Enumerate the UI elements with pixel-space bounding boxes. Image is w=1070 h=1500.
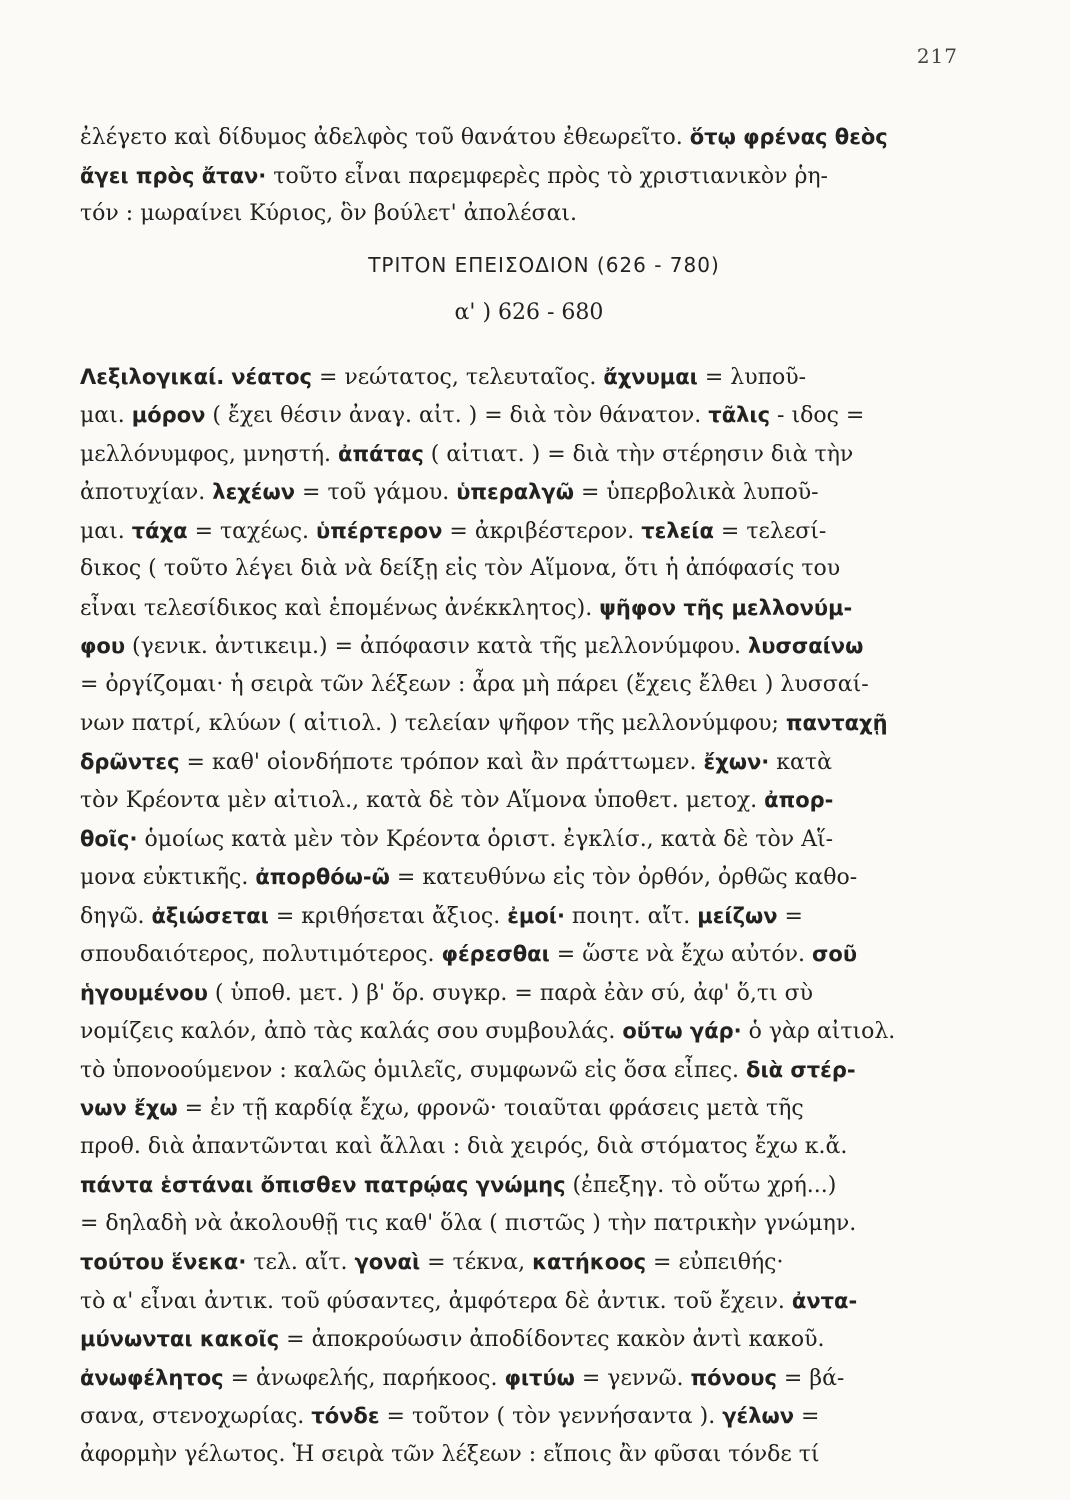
text-line [80,589,968,628]
lexicon-paragraph [80,358,968,1475]
text-line [80,1089,968,1128]
text-line [80,1282,968,1321]
text-line [80,1051,968,1090]
text-line [80,935,968,974]
text-line [80,1012,968,1051]
bold-term: ἀξιώσεται [151,903,269,928]
bold-term: φιτύω [504,1365,575,1390]
text-run: δηγῶ. [80,903,152,929]
page-text [80,118,968,1474]
bold-term: πόνους [690,1365,777,1390]
bold-term: τόνδε [311,1404,380,1428]
bold-term: ἄχνυμαι [603,364,698,389]
bold-term: διὰ στέρ- [746,1057,856,1082]
bold-term: ὑπεραλγῶ [456,480,574,504]
bold-term: τάχα [131,518,188,543]
bold-term: ἀπάτας [338,441,424,466]
bold-term: γοναὶ [354,1250,421,1274]
text-run: δικος ( τοῦτο λέγει διὰ νὰ δείξῃ εἰς τὸν Αἵμονα, ὅτι ἡ ἀπόφασίς του [80,556,841,581]
text-run: σανα, στενοχωρίας. [80,1404,312,1429]
text-line [80,743,968,782]
text-line [80,627,968,666]
bold-term: ἀπορθόω-ῶ [255,865,390,889]
text-line [80,1205,968,1244]
text-line [80,781,968,820]
text-run: ποιητ. αἴτ. [564,903,698,929]
text-run: τελ. αἴτ. [246,1250,355,1275]
text-run: = τέκνα, [420,1250,533,1275]
section-title: ΤΡΙΤΟΝ ΕΠΕΙΣΟΔΙΟΝ (626 - 780) [368,252,720,277]
text-run: = εὐπειθής· [646,1250,784,1275]
bold-term: ἡγουμένου [80,980,208,1005]
text-run: = γεννῶ. [574,1365,691,1391]
text-line [80,435,968,474]
text-run: ( ὑποθ. μετ. ) β' ὅρ. συγκρ. = παρὰ ἐὰν σύ, ἀφ' ὅ,τι σὺ [207,980,814,1006]
text-run: τὸν Κρέοντα μὲν αἰτιολ., κατὰ δὲ τὸν Αἵμονα ὑποθετ. μετοχ. [80,788,765,813]
text-run: = [777,903,803,929]
text-run: ἐλέγετο καὶ δίδυμος ἀδελφὸς τοῦ θανάτου ἐθεωρεῖτο. [80,125,690,150]
bold-term: λυσσαίνω [748,634,864,658]
text-run: νομίζεις καλόν, ἀπὸ τὰς καλάς σου συμβουλάς. [80,1019,623,1044]
text-run: = κριθήσεται ἄξιος. [268,903,508,929]
bold-term: ἀπορ- [764,788,834,812]
text-run: ἀποτυχίαν. [80,480,213,505]
text-line [80,704,968,743]
text-line [80,666,968,705]
bold-term: νέατος [231,364,312,389]
text-line [80,473,968,512]
text-line [80,1128,968,1167]
text-line [80,157,968,196]
bold-term: ἀντα- [791,1288,858,1313]
text-run: = τοῦτον ( τὸν γεννήσαντα ). [379,1404,723,1429]
text-run: = ταχέως. [187,518,317,544]
bold-term: ἐμοί· [507,903,565,928]
text-run: = ἀνωφελής, παρήκοος. [223,1365,505,1391]
text-run: - ιδος = [770,403,865,428]
bold-term: δρῶντες [80,749,180,774]
text-line [80,118,968,157]
bold-term: μείζων [697,903,778,928]
text-run: (γενικ. ἀντικειμ.) = ἀπόφασιν κατὰ τῆς μελλονύμφου. [125,634,749,659]
text-run: ( ἔχει θέσιν ἀναγ. αἰτ. ) = διὰ τὸν θάνατον. [205,403,709,428]
bold-term: λεχέων [212,480,296,504]
text-line [80,396,968,435]
text-line [80,195,968,234]
bold-term: ψῆφον τῆς μελλονύμ- [599,595,853,620]
text-line [80,820,968,859]
bold-term: τούτου ἕνεκα· [80,1250,247,1274]
text-run: τὸ ὑπονοούμενον : καλῶς ὁμιλεῖς, συμφωνῶ εἰς ὅσα εἶπες. [80,1057,747,1083]
text-line [80,1243,968,1282]
text-run: = [794,1404,820,1429]
bold-term: Λεξιλογικαί. [80,364,225,389]
bold-term: γέλων [722,1404,795,1428]
bold-term: τελεία [641,518,714,543]
text-run: = νεώτατος, τελευταῖος. [311,364,604,390]
bold-term: τᾶλις [708,403,771,427]
text-run: = βά- [776,1365,845,1391]
bold-term: πανταχῇ [785,711,888,735]
bold-term: νων ἔχω [80,1096,178,1120]
text-run: = ὑπερβολικὰ λυποῦ- [573,480,819,505]
bold-term: σοῦ [812,942,857,966]
bold-term: ἀνωφέλητος [80,1365,224,1390]
text-run: μονα εὐκτικῆς. [80,865,256,890]
bold-term: μόρον [131,403,206,427]
text-run: τόν : μωραίνει Κύριος, ὃν βούλετ' ἀπολέσαι. [80,201,578,226]
bold-term: ὑπέρτερον [316,518,443,543]
text-line [80,897,968,936]
text-run: = τοῦ γάμου. [295,480,457,505]
text-run: = καθ' οἱονδήποτε τρόπον καὶ ἂν πράττωμεν. [179,749,704,775]
bold-term: μύνωνται κακοῖς [80,1327,280,1351]
text-run: νων πατρί, κλύων ( αἰτιολ. ) τελείαν ψῆφον τῆς μελλονύμφου; [80,711,786,736]
text-line [80,1320,968,1359]
text-line [80,1397,968,1436]
text-line [80,1166,968,1205]
text-run: (ἐπεξηγ. τὸ οὕτω χρή...) [565,1173,837,1198]
text-run: τοῦτο εἶναι παρεμφερὲς πρὸς τὸ χριστιανικὸν ῥη- [266,163,828,189]
text-run: ὁμοίως κατὰ μὲν τὸν Κρέοντα ὁριστ. ἐγκλίσ., κατὰ δὲ τὸν Αἵ- [137,826,834,852]
text-run: = δηλαδὴ νὰ ἀκολουθῇ τις καθ' ὅλα ( πιστῶς ) τὴν πατρικὴν γνώμην. [80,1210,857,1236]
text-line [80,858,968,897]
text-run: = τελεσί- [713,518,827,544]
bold-term: ἄγει πρὸς ἄταν· [80,163,267,188]
bold-term: ὅτῳ φρένας θεὸς [689,125,888,149]
subsection-title: α' ) 626 - 680 [454,299,604,325]
text-line [80,1436,968,1475]
text-run: ἀφορμὴν γέλωτος. Ἡ σειρὰ τῶν λέξεων : εἴποις ἂν φῦσαι τόνδε τί [80,1441,820,1467]
bold-term: φέρεσθαι [441,942,550,966]
text-run: κατὰ [769,749,832,775]
text-run: = ὀργίζομαι· ἡ σειρὰ τῶν λέξεων : ἆρα μὴ πάρει (ἔχεις ἔλθει ) λυσσαί- [80,671,869,697]
text-run: = ἀκριβέστερον. [442,518,642,544]
text-run: τὸ α' εἶναι ἀντικ. τοῦ φύσαντες, ἀμφότερα δὲ ἀντικ. τοῦ ἔχειν. [80,1288,792,1314]
text-run: = κατευθύνω εἰς τὸν ὀρθόν, ὀρθῶς καθο- [389,865,858,890]
bold-term: φου [80,634,126,658]
text-run: = λυποῦ- [697,364,807,390]
text-run: = ὥστε νὰ ἔχω αὐτόν. [549,942,813,967]
text-run: μαι. [80,518,132,544]
text-run: σπουδαιότερος, πολυτιμότερος. [80,942,442,967]
text-run: εἶναι τελεσίδικος καὶ ἑπομένως ἀνέκκλητος). [80,595,600,621]
intro-paragraph [80,118,968,234]
text-line [80,1359,968,1398]
bold-term: κατήκοος [532,1250,647,1274]
bold-term: θοῖς· [80,826,138,851]
text-line [80,550,968,589]
bold-term: ἔχων· [703,749,770,774]
text-line [80,358,968,397]
text-run: μελλόνυμφος, μνηστή. [80,441,339,467]
bold-term: οὕτω γάρ· [622,1019,742,1043]
text-run: μαι. [80,403,132,428]
bold-term: πάντα ἑστάναι ὄπισθεν πατρῴας γνώμης [80,1173,566,1197]
page-number: 217 [916,44,958,68]
text-run: προθ. διὰ ἀπαντῶνται καὶ ἄλλαι : διὰ χειρός, διὰ στόματος ἔχω κ.ἄ. [80,1133,848,1159]
text-line [80,974,968,1013]
text-run: ( αἰτιατ. ) = διὰ τὴν στέρησιν διὰ τὴν [423,441,854,467]
text-run: = ἐν τῇ καρδίᾳ ἔχω, φρονῶ· τοιαῦται φράσεις μετὰ τῆς [177,1096,804,1121]
text-line [80,512,968,551]
text-run: ὁ γὰρ αἰτιολ. [741,1019,896,1044]
text-run: = ἀποκρούωσιν ἀποδίδοντες κακὸν ἀντὶ κακοῦ. [279,1327,825,1352]
